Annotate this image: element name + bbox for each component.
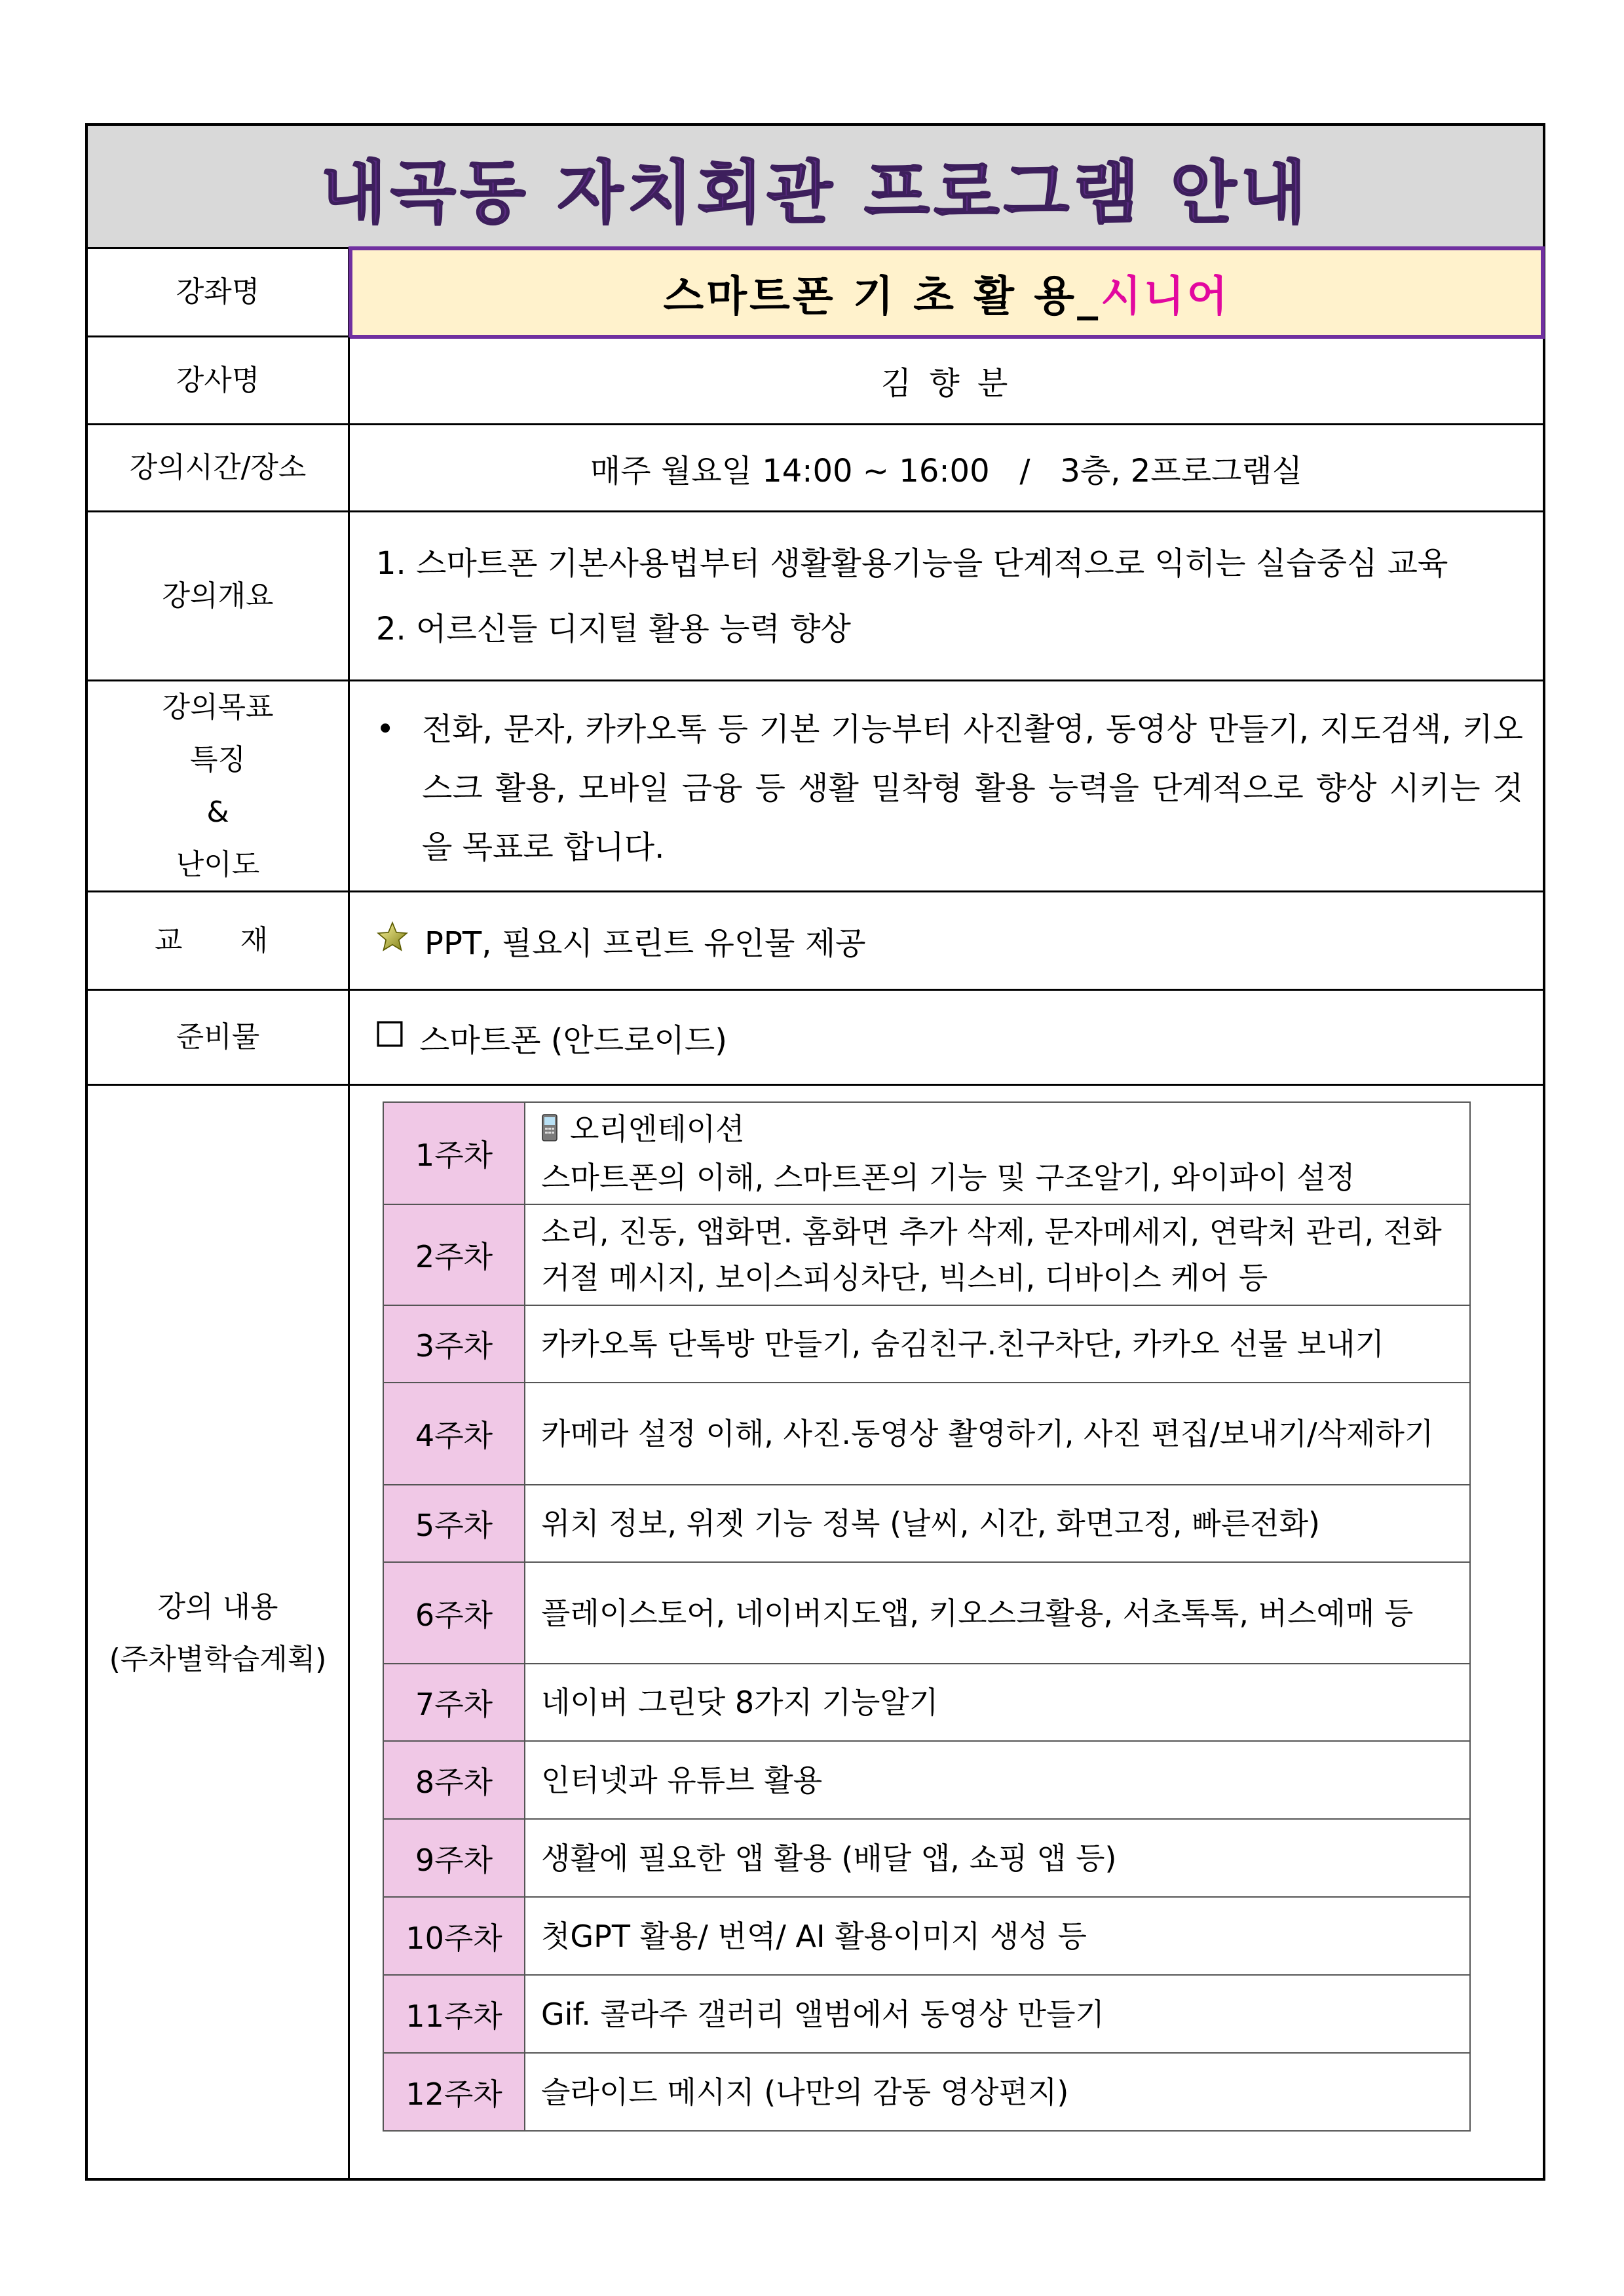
week-label: 12주차 (383, 2053, 525, 2131)
week-label: 11주차 (383, 1975, 525, 2053)
table-row (383, 1741, 1470, 1819)
table-row (383, 1562, 1470, 1664)
week-heading (541, 1106, 1454, 1155)
phone-icon (541, 1109, 558, 1155)
materials-label-text: 교 재 (155, 923, 281, 957)
prep-label: 준비물 (88, 991, 350, 1084)
week-desc: 위치 정보, 위젯 기능 정복 (날씨, 시간, 화면고정, 빠른전화) (525, 1485, 1470, 1562)
week-label: 7주차 (383, 1664, 525, 1741)
table-row (383, 1102, 1470, 1204)
weekly-plan-table (383, 1101, 1471, 2132)
schedule-value: 매주 월요일 14:00 ~ 16:00 / 3층, 2프로그램실 (590, 452, 1303, 489)
program-sheet (85, 123, 1545, 2181)
materials-label (88, 892, 350, 989)
table-row (383, 2053, 1470, 2131)
schedule-label: 강의시간/장소 (88, 425, 350, 510)
page-title: 내곡동 자치회관 프로그램 안내 (320, 152, 1310, 233)
materials-value: PPT, 필요시 프린트 유인물 제공 (425, 925, 866, 962)
week-label: 2주차 (383, 1204, 525, 1305)
week-label: 10주차 (383, 1897, 525, 1975)
prep-value: 스마트폰 (안드로이드) (419, 1022, 728, 1059)
schedule-value-cell (350, 425, 1543, 510)
table-row (383, 1819, 1470, 1897)
week-desc: 인터넷과 유튜브 활용 (525, 1741, 1470, 1819)
course-name: 스마트폰 기 초 활 용_ (663, 272, 1101, 321)
course-row (88, 249, 1543, 337)
overview-list (350, 531, 1448, 662)
materials-row (88, 892, 1543, 991)
course-name-accent: 시니어 (1101, 272, 1230, 321)
overview-value-cell (350, 512, 1543, 679)
instructor-name (350, 337, 1543, 423)
table-row (383, 1975, 1470, 2053)
goals-label-line: 난이도 (176, 847, 260, 881)
overview-label: 강의개요 (88, 512, 350, 679)
instructor-value: 김 향 분 (880, 365, 1012, 402)
week-heading-text: 오리엔테이션 (570, 1111, 745, 1147)
table-row (383, 1305, 1470, 1383)
week-label: 3주차 (383, 1305, 525, 1383)
goals-label-line: & (206, 795, 229, 829)
week-desc: 생활에 필요한 앱 활용 (배달 앱, 쇼핑 앱 등) (525, 1819, 1470, 1897)
week-label: 1주차 (383, 1102, 525, 1204)
table-row (383, 1897, 1470, 1975)
overview-row (88, 512, 1543, 681)
week-label: 8주차 (383, 1741, 525, 1819)
prep-value-cell (350, 991, 1543, 1084)
table-row (383, 1204, 1470, 1305)
table-row (383, 1485, 1470, 1562)
week-desc: Gif. 콜라주 갤러리 앨범에서 동영상 만들기 (525, 1975, 1470, 2053)
table-row (383, 1664, 1470, 1741)
week-desc: 카메라 설정 이해, 사진.동영상 촬영하기, 사진 편집/보내기/삭제하기 (525, 1383, 1470, 1485)
schedule-row (88, 425, 1543, 512)
title-banner (88, 126, 1543, 249)
week-desc: 카카오톡 단톡방 만들기, 숨김친구.친구차단, 카카오 선물 보내기 (525, 1305, 1470, 1383)
goals-label (88, 681, 350, 890)
prep-row (88, 991, 1543, 1086)
curriculum-sublabel: (주차별학습계획) (109, 1642, 327, 1676)
overview-line: 1. 스마트폰 기본사용법부터 생활활용기능을 단계적으로 익히는 실습중심 교육 (376, 545, 1448, 582)
week-label: 5주차 (383, 1485, 525, 1562)
checkbox-icon (376, 1019, 404, 1056)
curriculum-label-text: 강의 내용 (157, 1590, 278, 1624)
week-desc: 슬라이드 메시지 (나만의 감동 영상편지) (525, 2053, 1470, 2131)
week-desc: 소리, 진동, 앱화면. 홈화면 추가 삭제, 문자메세지, 연락처 관리, 전화거절 메시지, 보이스피싱차단, 빅스비, 디바이스 케어 등 (525, 1204, 1470, 1305)
week-label: 9주차 (383, 1819, 525, 1897)
table-row (383, 1383, 1470, 1485)
week-desc-cell (525, 1102, 1470, 1204)
course-label: 강좌명 (88, 249, 350, 335)
course-name-box (349, 246, 1545, 339)
goals-text: 전화, 문자, 카카오톡 등 기본 기능부터 사진촬영, 동영상 만들기, 지도검색, 키오스크 활용, 모바일 금융 등 생활 밀착형 활용 능력을 단계적으로 향상 시키는 것을 목표로 합니다. (422, 711, 1523, 866)
goals-row (88, 681, 1543, 892)
goals-label-line: 특징 (189, 742, 246, 776)
week-desc: 네이버 그린닷 8가지 기능알기 (525, 1664, 1470, 1741)
materials-value-cell (350, 892, 1543, 989)
bullet-icon: • (376, 711, 395, 748)
instructor-label: 강사명 (88, 337, 350, 423)
week-label: 4주차 (383, 1383, 525, 1485)
week-label: 6주차 (383, 1562, 525, 1664)
goals-label-line: 강의목표 (162, 690, 274, 724)
goals-value-cell (350, 681, 1543, 890)
goals-bullet-item (376, 700, 1523, 877)
curriculum-row (88, 1086, 1543, 2181)
overview-line: 2. 어르신들 디지털 활용 능력 향상 (376, 610, 851, 647)
week-desc: 첫GPT 활용/ 번역/ AI 활용이미지 생성 등 (525, 1897, 1470, 1975)
week-desc: 플레이스토어, 네이버지도앱, 키오스크활용, 서초톡톡, 버스예매 등 (525, 1562, 1470, 1664)
curriculum-label (88, 1086, 350, 2181)
star-icon (376, 921, 409, 961)
instructor-row (88, 337, 1543, 425)
week-desc: 스마트폰의 이해, 스마트폰의 기능 및 구조알기, 와이파이 설정 (541, 1159, 1355, 1195)
